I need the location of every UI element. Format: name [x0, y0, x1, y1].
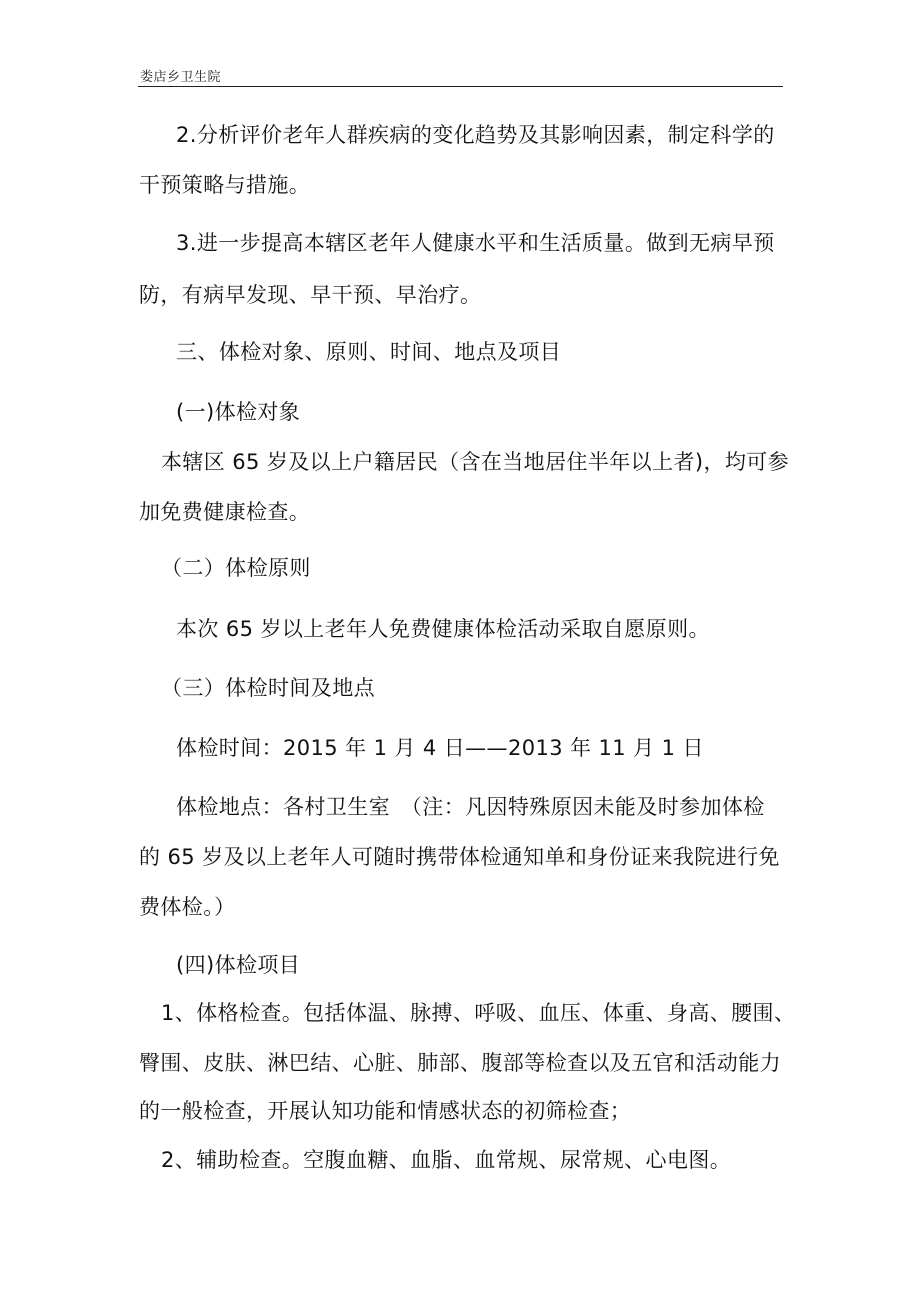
paragraph-line: 1、体格检查。包括体温、脉搏、呼吸、血压、体重、身高、腰围、 — [161, 1001, 796, 1025]
paragraph-line: 加免费健康检查。 — [139, 500, 311, 524]
paragraph-line: 费体检。） — [139, 895, 236, 919]
header-title: 娄店乡卫生院 — [140, 70, 222, 85]
paragraph-line: 防，有病早发现、早干预、早治疗。 — [139, 283, 482, 307]
paragraph-line: 2.分析评价老年人群疾病的变化趋势及其影响因素，制定科学的 — [176, 123, 775, 147]
subsection-heading: (一)体检对象 — [176, 400, 301, 424]
paragraph-line: 本次 65 岁以上老年人免费健康体检活动采取自愿原则。 — [176, 617, 710, 641]
subsection-heading: （二）体检原则 — [161, 556, 311, 580]
paragraph-line: 的 65 岁及以上老年人可随时携带体检通知单和身份证来我院进行免 — [139, 845, 780, 869]
paragraph-line: 2、辅助检查。空腹血糖、血脂、血常规、尿常规、心电图。 — [161, 1148, 732, 1172]
paragraph-line: 本辖区 65 岁及以上户籍居民（含在当地居住半年以上者)，均可参 — [161, 450, 790, 474]
paragraph-line: 3.进一步提高本辖区老年人健康水平和生活质量。做到无病早预 — [176, 231, 775, 255]
subsection-heading: （三）体检时间及地点 — [161, 676, 375, 700]
section-heading: 三、体检对象、原则、时间、地点及项目 — [176, 340, 562, 364]
page-header — [138, 64, 783, 87]
paragraph-line: 臀围、皮肤、淋巴结、心脏、肺部、腹部等检查以及五官和活动能力 — [139, 1051, 781, 1075]
paragraph-line: 体检地点：各村卫生室 （注：凡因特殊原因未能及时参加体检 — [176, 795, 765, 819]
paragraph-line: 体检时间：2015 年 1 月 4 日——2013 年 11 月 1 日 — [176, 736, 704, 760]
subsection-heading: (四)体检项目 — [176, 953, 301, 977]
paragraph-line: 的一般检查，开展认知功能和情感状态的初筛检查； — [139, 1099, 632, 1123]
paragraph-line: 干预策略与措施。 — [139, 173, 311, 197]
